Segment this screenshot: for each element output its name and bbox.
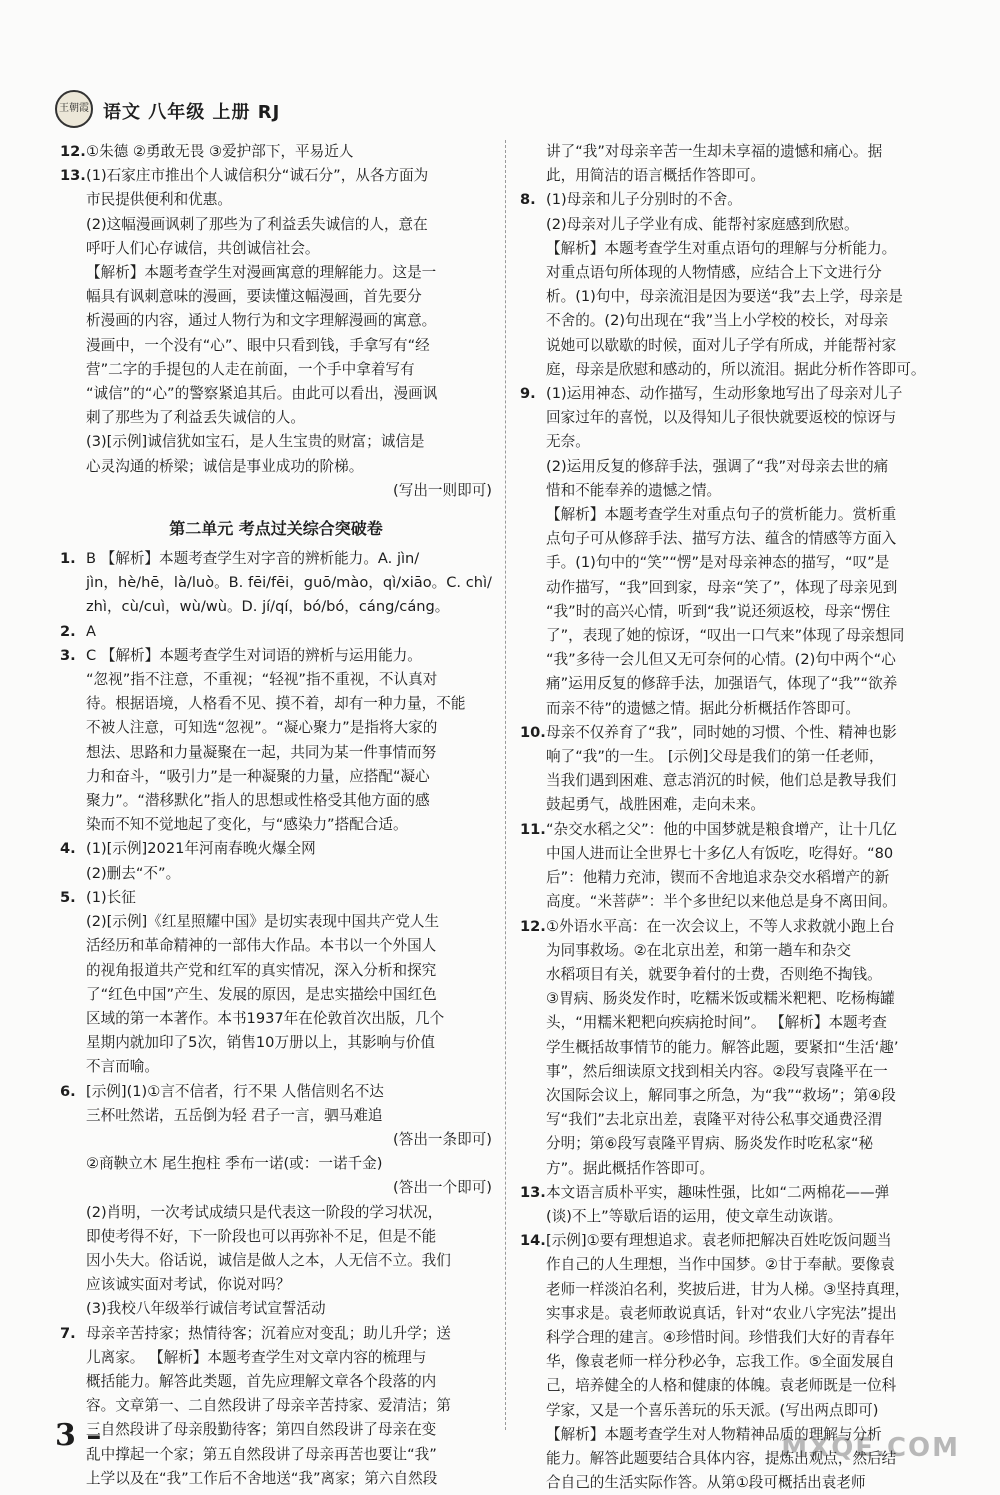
answer-line: 乱中撑起一个家；第五自然段讲了母亲再苦也要让“我” — [86, 1445, 437, 1463]
answer-line: 不言而喻。 — [86, 1058, 159, 1076]
answer-line: 概括能力。解答此类题，首先应理解文章各个段落的内 — [86, 1372, 437, 1390]
answer-line: “我”时的高兴心情，听到“我”说还须返校，母亲“愣住 — [546, 602, 891, 620]
answer-line: (1)运用神态、动作描写，生动形象地写出了母亲对儿子 — [546, 385, 903, 403]
answer-line: 儿离家。 【解析】本题考查学生对文章内容的梳理与 — [86, 1348, 427, 1366]
answer-line: 而亲不待”的遗憾之情。据此分析概括作答即可。 — [546, 699, 861, 717]
answer-line: 鼓起勇气，战胜困难，走向未来。 — [546, 796, 765, 814]
answer-line: 幅具有讽刺意味的漫画，要读懂这幅漫画，首先要分 — [86, 288, 422, 306]
answer-line: zhì，cù/cuì，wù/wù。D. jí/qí，bó/bó，cáng/cáng。 — [86, 598, 450, 616]
answer-line: ①朱德 ②勇敢无畏 ③爱护部下，平易近人 — [86, 143, 354, 160]
answer-line: 动作描写，“我”回到家，母亲“笑了”，体现了母亲见到 — [546, 578, 898, 596]
answer-line: 手。(1)句中的“笑”“愣”是对母亲神态的描写，“叹”是 — [546, 554, 890, 572]
question-number: 13. — [520, 1183, 546, 1201]
answer-line: 析。(1)句中，母亲流泪是因为要送“我”去上学，母亲是 — [546, 288, 903, 306]
column-divider — [505, 140, 506, 1430]
answer-line: (1)石家庄市推出个人诚信积分“诚石分”，从各方面为 — [86, 167, 429, 185]
answer-item — [60, 886, 492, 1080]
answer-line: 营”二字的手提包的人走在前面，一个手中拿着写有 — [86, 360, 415, 378]
answer-line: (2)运用反复的修辞手法，强调了“我”对母亲去世的痛 — [546, 457, 889, 475]
answer-line: (1)母亲和儿子分别时的不舍。 — [546, 191, 742, 209]
answer-line: (2)删去“不”。 — [86, 864, 181, 882]
answer-line: “杂交水稻之父”：他的中国梦就是粮食增产，让十几亿 — [546, 820, 897, 838]
answer-line: 想法、思路和力量凝聚在一起，共同为某一件事情而努 — [86, 743, 437, 761]
answer-item — [520, 188, 950, 382]
section-title: 第二单元 考点过关综合突破卷 — [169, 519, 383, 539]
answer-line: 漫画中，一个没有“心”、眼中只看到钱，手拿写有“经 — [86, 336, 430, 354]
answer-line: “我”多待一会儿但又无可奈何的心情。(2)句中两个“心 — [546, 651, 896, 669]
answer-line: 聚力”。“潜移默化”指人的思想或性格受其他方面的感 — [86, 792, 430, 810]
answer-line: 染而不知不觉地起了变化，与“感染力”搭配合适。 — [86, 816, 408, 834]
answer-item — [60, 1080, 492, 1128]
answer-line: 痛”运用反复的修辞手法，加强语气，体现了“我”“欲养 — [546, 675, 898, 693]
question-number: 9. — [520, 385, 536, 403]
answer-note: (答出一个即可) — [393, 1179, 492, 1197]
question-number: 11. — [520, 820, 546, 838]
answer-line: 三自然段讲了母亲殷勤待客；第四自然段讲了母亲在变 — [86, 1421, 437, 1439]
answer-line: 对重点语句所体现的人物情感，应结合上下文进行分 — [546, 264, 882, 282]
answer-line: 中国人进而让全世界七十多亿人有饭吃，吃得好。“80 — [546, 844, 894, 862]
answer-line: 此，用简洁的语言概括作答即可。 — [546, 167, 765, 185]
question-number: 12. — [60, 143, 86, 160]
answer-line: 写“我们”去北京出差，袁隆平对待公私事交通费泾渭 — [546, 1111, 883, 1129]
answer-item — [520, 382, 950, 721]
answer-line: ③胃病、肠炎发作时，吃糯米饭或糯米粑粑、吃杨梅罐 — [546, 990, 895, 1008]
answer-line: 了”，表现了她的惊讶，“叹出一口气来”体现了母亲想同 — [546, 627, 905, 645]
question-number: 14. — [520, 1232, 546, 1250]
answer-line: 科学合理的建言。④珍惜时间。珍惜我们大好的青春年 — [546, 1328, 895, 1346]
answer-line: 后”：他精力充沛，锲而不舍地追求杂交水稻增产的新 — [546, 869, 890, 887]
question-number: 8. — [520, 191, 536, 209]
question-number: 6. — [60, 1082, 76, 1100]
answer-line: 惜和不能奉养的遗憾之情。 — [546, 481, 722, 499]
answer-item — [60, 644, 492, 838]
question-number: 7. — [60, 1324, 76, 1342]
answer-line: 即使考得不好，下一阶段也可以再弥补不足，但是不能 — [86, 1227, 437, 1245]
answer-line: 次国际会议上，解同事之所急，为“我”“救场”；第④段 — [546, 1086, 896, 1104]
answer-line: 不被人注意，可知选“忽视”。“凝心聚力”是指将大家的 — [86, 719, 438, 737]
answer-line: (2)这幅漫画讽刺了那些为了利益丢失诚信的人，意在 — [86, 215, 428, 233]
answer-line: 容。文章第一、二自然段讲了母亲辛苦持家、爱清洁；第 — [86, 1397, 451, 1415]
answer-line: 回家过年的喜悦，以及得知儿子很快就要返校的惊讶与 — [546, 409, 897, 427]
question-number: 13. — [60, 167, 86, 185]
answer-line: (2)母亲对儿子学业有成、能帮衬家庭感到欣慰。 — [546, 215, 859, 233]
question-number: 12. — [520, 917, 546, 935]
answer-line: 响了“我”的一生。 [示例]父母是我们的第一任老师， — [546, 748, 884, 766]
answer-line: “诚信”的“心”的警察紧追其后。由此可以看出，漫画讽 — [86, 385, 438, 403]
answer-line: 力和奋斗，“吸引力”是一种凝聚的力量，应搭配“凝心 — [86, 767, 430, 785]
answer-line: 的视角报道共产党和红军的真实情况，深入分析和探究 — [86, 961, 437, 979]
answer-line: 头，“用糯米粑粑向疾病抢时间”。 【解析】本题考查 — [546, 1014, 887, 1032]
answer-line: 方”。据此概括作答即可。 — [546, 1159, 715, 1177]
answer-line: 讲了“我”对母亲辛苦一生却未享福的遗憾和痛心。据 — [546, 143, 883, 160]
right-column — [520, 140, 950, 1495]
answer-line: 学家，又是一个喜乐善玩的乐天派。(写出两点即可) — [546, 1401, 879, 1419]
answer-line: 市民提供便利和优惠。 — [86, 191, 232, 209]
answer-note: (答出一条即可) — [393, 1130, 492, 1148]
answer-line: 学生概括故事情节的能力。解答此题，要紧扣“生活‘趣’ — [546, 1038, 899, 1056]
answer-line: (谈)不上”等歇后语的运用，使文章生动诙谐。 — [546, 1207, 843, 1225]
answer-line: 能力。解答此题要结合具体内容，提炼出观点，然后结 — [546, 1449, 897, 1467]
answer-item — [60, 547, 492, 620]
header-title: 语文 八年级 上册 RJ — [103, 102, 281, 123]
question-number: 1. — [60, 550, 76, 568]
answer-line: 因小失大。俗话说，诚信是做人之本，人无信不立。我们 — [86, 1251, 451, 1269]
answer-item — [520, 915, 950, 1181]
answer-item — [60, 140, 492, 164]
answer-line: 作自己的人生理想，当作中国梦。②甘于奉献。要像袁 — [546, 1256, 895, 1274]
left-column — [60, 140, 492, 1491]
answer-line: 区域的第一本著作。本书1937年在伦敦首次出版，几个 — [86, 1009, 445, 1027]
answer-line: 高度。“米菩萨”：半个多世纪以来他总是身不离田间。 — [546, 893, 897, 911]
answer-line: 合自己的生活实际作答。从第①段可概括出袁老师 — [546, 1474, 866, 1492]
answer-line: (2)肖明，一次考试成绩只是代表这一阶段的学习状况， — [86, 1203, 443, 1221]
answer-line: 待。根据语境，人格看不见、摸不着，却有一种力量，不能 — [86, 695, 466, 713]
answer-line: 【解析】本题考查学生对人物精神品质的理解与分析 — [546, 1425, 882, 1443]
answer-line: 了“红色中国”产生、发展的原因，是忠实描绘中国红色 — [86, 985, 437, 1003]
answer-item — [60, 837, 492, 885]
answer-line: 呼吁人们心存诚信，共创诚信社会。 — [86, 239, 320, 257]
answer-line: 【解析】本题考查学生对重点句子的赏析能力。赏析重 — [546, 506, 897, 524]
answer-line: jìn，hè/hē，là/luò。B. fēi/fēi，guō/mào，qì/xiāo。C. chì/ — [86, 574, 492, 592]
answer-line: 三杯吐然诺，五岳倒为轻 君子一言，驷马难追 — [86, 1106, 383, 1124]
answer-line: 上学以及在“我”工作后不舍地送“我”离家；第六自然段 — [86, 1469, 438, 1487]
answer-line: C 【解析】本题考查学生对词语的辨析与运用能力。 — [86, 646, 422, 664]
answer-line: (3)[示例]诚信犹如宝石，是人生宝贵的财富；诚信是 — [86, 433, 425, 451]
answer-line: 析漫画的内容，通过人物行为和文字理解漫画的寓意。 — [86, 312, 437, 330]
page-number: 3 – — [55, 1418, 102, 1453]
question-number: 4. — [60, 840, 76, 858]
answer-line: 无奈。 — [546, 433, 590, 451]
answer-line: 庭，母亲是欣慰和感动的，所以流泪。据此分析作答即可。 — [546, 360, 926, 378]
answer-line: 母亲辛苦持家；热情待客；沉着应对变乱；助儿升学；送 — [86, 1324, 451, 1342]
answer-line: A — [86, 622, 96, 640]
answer-item — [60, 1322, 492, 1491]
answer-item — [520, 818, 950, 915]
answer-line: 点句子可从修辞手法、描写方法、蕴含的情感等方面入 — [546, 530, 897, 548]
answer-line: 【解析】本题考查学生对重点语句的理解与分析能力。 — [546, 239, 897, 257]
answer-line: (2)[示例]《红星照耀中国》是切实表现中国共产党人生 — [86, 913, 440, 931]
answer-line: 己，培养健全的人格和健康的体魄。袁老师既是一位科 — [546, 1377, 897, 1395]
question-number: 10. — [520, 723, 546, 741]
answer-line: (3)我校八年级举行诚信考试宣誓活动 — [86, 1300, 326, 1318]
page-header — [55, 90, 955, 130]
answer-line: 为同事救场。②在北京出差，和第一趟车和杂交 — [546, 941, 851, 959]
answer-line: “忽视”指不注意，不重视；“轻视”指不重视，不认真对 — [86, 671, 438, 689]
brand-logo: 王朝霞 — [55, 90, 93, 128]
answer-line: 星期内就加印了5次，销售10万册以上，其影响与价值 — [86, 1034, 435, 1052]
answer-line: 说她可以歇歇的时候，面对儿子学有所成，并能帮衬家 — [546, 336, 897, 354]
answer-line: 事”，然后细读原文找到相关内容。②段写袁隆平在一 — [546, 1062, 888, 1080]
question-number: 3. — [60, 646, 76, 664]
answer-line: 母亲不仅养育了“我”，同时她的习惯、个性、精神也影 — [546, 723, 897, 741]
question-number: 2. — [60, 622, 76, 640]
answer-line: 活经历和革命精神的一部伟大作品。本书以一个外国人 — [86, 937, 437, 955]
answer-note: (写出一则即可) — [393, 481, 492, 499]
answer-line: ②商鞅立木 尾生抱柱 季布一诺(或：一诺千金) — [86, 1155, 383, 1173]
answer-line: 【解析】本题考查学生对漫画寓意的理解能力。这是一 — [86, 264, 437, 282]
answer-item — [60, 1201, 492, 1322]
answer-line: (1)长征 — [86, 888, 136, 906]
answer-line: (1)[示例]2021年河南春晚火爆全网 — [86, 840, 316, 858]
answer-line: [示例]①要有理想追求。袁老师把解决百姓吃饭问题当 — [546, 1232, 892, 1250]
answer-line: 当我们遇到困难、意志消沉的时候，他们总是教导我们 — [546, 772, 897, 790]
answer-item — [60, 620, 492, 644]
answer-line: 华，像袁老师一样分秒必争，忘我工作。⑤全面发展自 — [546, 1353, 895, 1371]
answer-line: 老师一样淡泊名利，奖披后进，甘为人梯。③坚持真理， — [546, 1280, 910, 1298]
answer-line: B 【解析】本题考查学生对字音的辨析能力。A. jìn/ — [86, 550, 420, 568]
answer-item — [60, 164, 492, 479]
question-number: 5. — [60, 888, 76, 906]
answer-line: 分明；第⑥段写袁隆平胃病、肠炎发作时吃私家“秘 — [546, 1135, 874, 1153]
answer-line: 本文语言质朴平实，趣味性强，比如“二两棉花——弹 — [546, 1183, 890, 1201]
answer-line: 水稻项目有关，就要争着付的士费，否则绝不掏钱。 — [546, 965, 882, 983]
answer-line: [示例](1)①言不信者，行不果 人偕信则名不达 — [86, 1082, 384, 1100]
answer-item — [520, 140, 950, 188]
answer-line: 实事求是。袁老师敢说真话，针对“农业八字宪法”提出 — [546, 1304, 897, 1322]
answer-line: 心灵沟通的桥梁；诚信是事业成功的阶梯。 — [86, 457, 364, 475]
answer-line: 不舍的。(2)句出现在“我”当上小学校的校长，对母亲 — [546, 312, 889, 330]
answer-item — [520, 1181, 950, 1229]
answer-line: ①外语水平高：在一次会议上，不等人求救就小跑上台 — [546, 917, 895, 935]
answer-item — [520, 721, 950, 818]
answer-item — [60, 1152, 492, 1176]
watermark: MXQE.COM — [781, 1433, 960, 1463]
answer-line: 应该诚实面对考试，你说对吗？ — [86, 1276, 291, 1294]
answer-line: 刺了那些为了利益丢失诚信的人。 — [86, 409, 305, 427]
